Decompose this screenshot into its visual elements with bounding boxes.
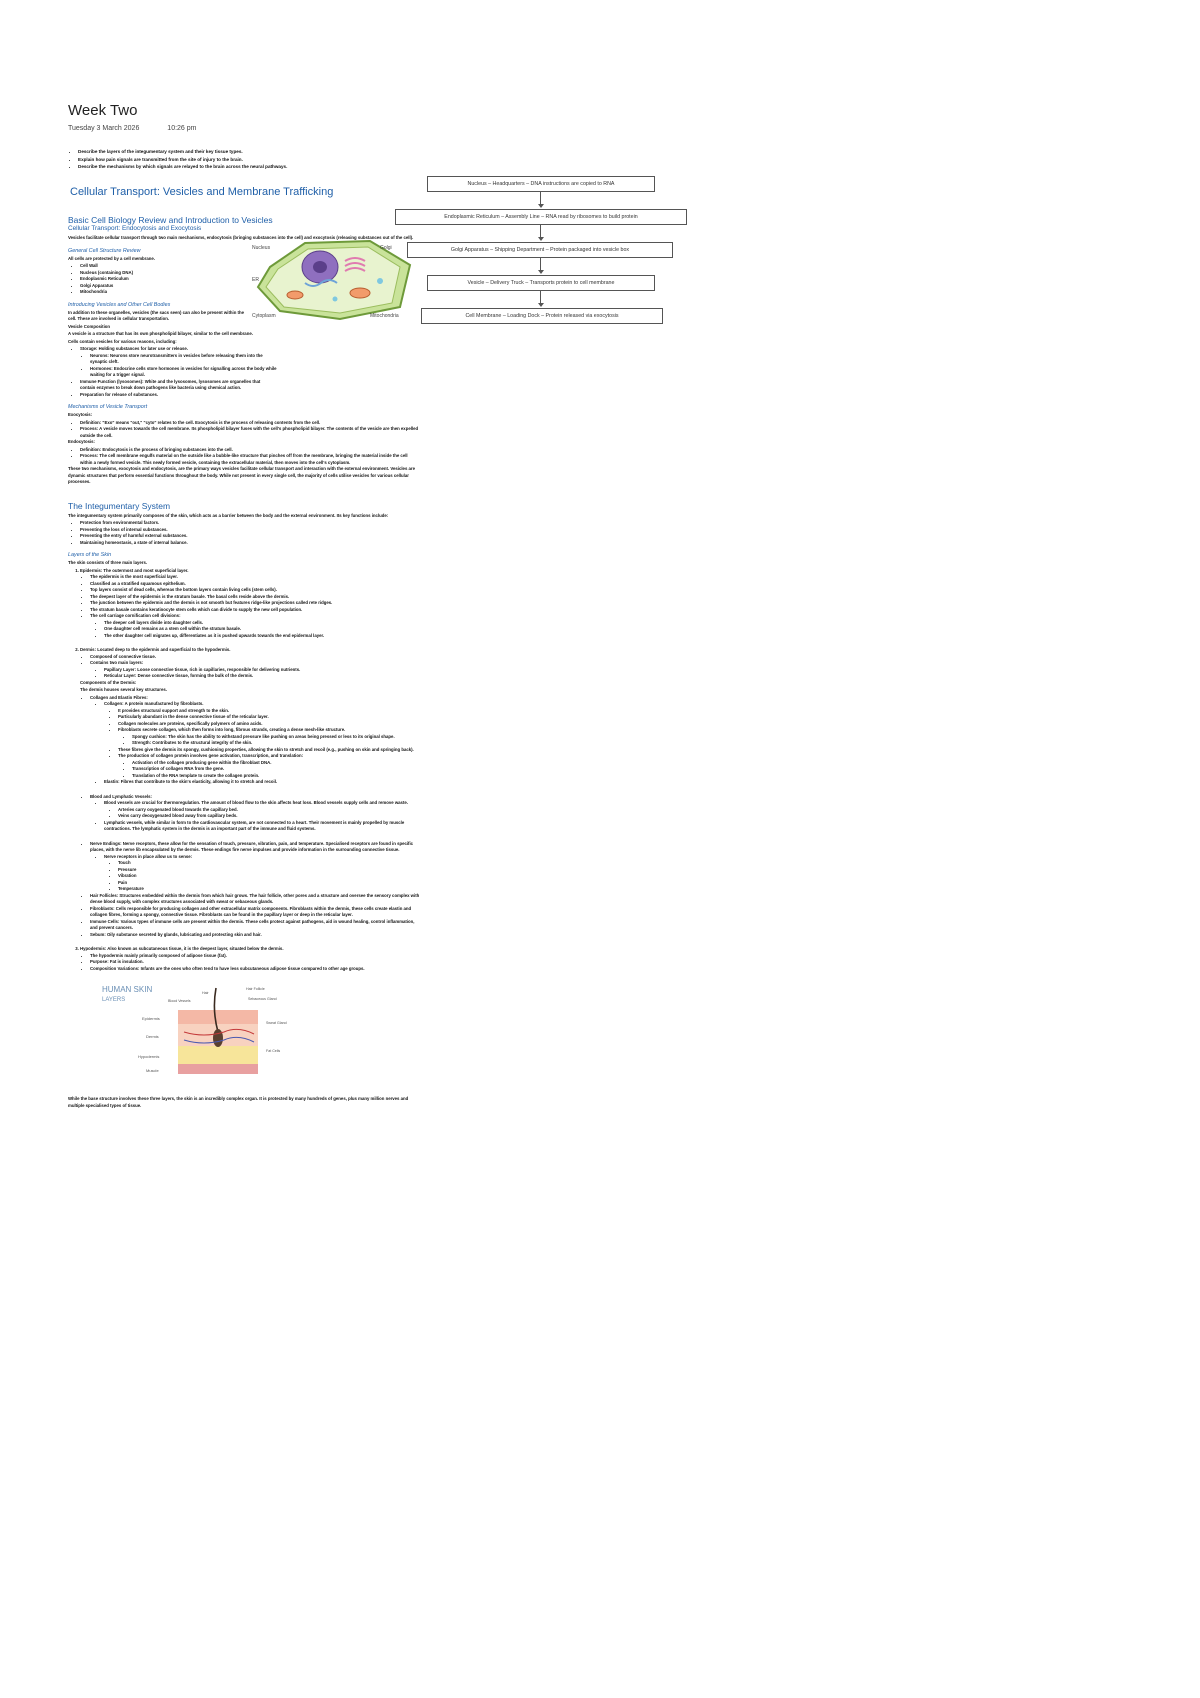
subsection-heading: Basic Cell Biology Review and Introduction to Vesicles xyxy=(68,215,273,225)
list-item: • Preventing the entry of harmful external substances. xyxy=(80,533,420,540)
flow-step-nucleus: Nucleus – Headquarters – DNA instructions are copied to RNA xyxy=(427,176,655,192)
flowchart xyxy=(395,176,685,326)
list-item: • It provides structural support and strength to the skin. xyxy=(118,708,420,715)
list-item: • The other daughter cell migrates up, differentiates as it is pushed upwards towards the end epidermal layer. xyxy=(104,633,420,640)
epidermis-subpoints xyxy=(68,620,420,640)
paragraph: All cells are protected by a cell membrane. xyxy=(68,255,155,261)
skin-label: Dermis xyxy=(146,1034,159,1039)
hypodermis-points xyxy=(68,953,420,973)
diagram-label-er: ER xyxy=(252,276,259,283)
list-item: • Preventing the loss of internal substances. xyxy=(80,527,420,534)
list-item: • Reticular Layer: Dense connective tissue, forming the bulk of the dermis. xyxy=(104,673,420,680)
list-item: • Composition Variations: Infants are the ones who often tend to have less subcutaneous adipose tissue compared to other age groups. xyxy=(90,966,420,973)
minor-heading: Layers of the Skin xyxy=(68,552,112,558)
vesicle-functions-sublist xyxy=(68,353,280,379)
senses-list xyxy=(68,860,420,893)
list-item: • Protection from environmental factors. xyxy=(80,520,420,527)
list-item: • Pressure xyxy=(118,867,420,874)
paragraph: Components of the Dermis: xyxy=(80,679,137,685)
list-item: • Immune Cells: Various types of immune cells are present within the dermis. These cells protect against pathogens, aid in wound healing, control inflammation, and prevent cancers. xyxy=(90,919,420,932)
list-item: • Touch xyxy=(118,860,420,867)
paragraph: The integumentary system primarily composes of the skin, which acts as a barrier between the body and the external environment. Its key functions include: xyxy=(68,512,389,518)
skin-label: Hair xyxy=(202,991,209,995)
list-item: • Golgi Apparatus xyxy=(80,283,420,290)
list-item: • The deepest layer of the epidermis is the stratum basale. The basal cells reside above the dermis. xyxy=(90,594,420,601)
list-item: • Nerve Endings: Nerve receptors, these allow for the sensation of touch, pressure, vibration, pain, and temperature. Specialised receptors are found in specific places, with the nerve lib encapsulated by the dermis. These endings fire nerve impulses and provide information in the surrounding connective tissue. xyxy=(90,841,420,854)
page-meta xyxy=(68,125,222,132)
list-item: • Blood and Lymphatic Vessels: xyxy=(90,794,420,801)
dermis-layers xyxy=(68,667,420,680)
dermis-points xyxy=(68,654,420,667)
list-item: • Blood vessels are crucial for thermoregulation. The amount of blood flow to the skin affects heat loss. Blood vessels supply cells and remove waste. xyxy=(104,800,420,807)
list-item: • Fibroblasts: Cells responsible for producing collagen and other extracellular matrix components. Fibroblasts within the dermis, these cells create elastin and collagen fibres, forming a spongy, connective tissue. Fibroblasts can be found in the papillary layer or deep in the reticular layer. xyxy=(90,906,420,919)
list-item: • Particularly abundant in the dense connective tissue of the reticular layer. xyxy=(118,714,420,721)
objective-item: • Describe the layers of the integumentary system and their key tissue types. xyxy=(78,148,438,156)
list-item: • Veins carry deoxygenated blood away from capillary beds. xyxy=(118,813,420,820)
subsubsection-heading: Cellular Transport: Endocytosis and Exocytosis xyxy=(68,225,202,232)
section-heading: The Integumentary System xyxy=(68,500,171,511)
list-item: • Activation of the collagen producing gene within the fibroblast DNA. xyxy=(132,760,420,767)
list-item: • Endoplasmic Reticulum xyxy=(80,276,420,283)
flow-step-golgi: Golgi Apparatus – Shipping Department – Protein packaged into vesicle box xyxy=(407,242,673,258)
list-item: 3. Hypodermis: Also known as subcutaneous tissue, it is the deepest layer, situated below the dermis. xyxy=(80,946,420,953)
paragraph: Vesicle Composition xyxy=(68,323,111,329)
page-date: Tuesday 3 March 2026 xyxy=(68,125,140,132)
list-item: • Definition: "Exo" means "out," "cyto" relates to the cell. Exocytosis is the process of releasing contents from the cell. xyxy=(80,420,420,427)
list-item: • The hypodermis mainly primarily composed of adipose tissue (fat). xyxy=(90,953,420,960)
list-item: • Mitochondria xyxy=(80,289,420,296)
minor-heading: General Cell Structure Review xyxy=(68,247,141,254)
paragraph: Exocytosis: xyxy=(68,412,93,417)
skin-label: Hypodermis xyxy=(138,1054,160,1059)
paragraph: While the base structure involves these three layers, the skin is an incredibly complex organ. It is protected by many hundreds of genes, plus many million nerves and multiple specialised types of tissue. xyxy=(68,1096,409,1108)
list-item: • Process: The cell membrane engulfs material on the outside like a bubble-like structure that pinches off from the membrane, bringing the material inside the cell within a newly formed vesicle. This newly formed vesicle, containing the extracellular material, then moves into the cell's cytoplasm. xyxy=(80,453,420,466)
section-heading: Cellular Transport: Vesicles and Membrane Trafficking xyxy=(70,186,334,198)
page-time: 10:26 pm xyxy=(167,125,197,132)
list-item: • The production of collagen protein involves gene activation, transcription, and translation: xyxy=(118,753,420,760)
endocytosis-list xyxy=(68,447,420,467)
list-item: • Preparation for release of substances. xyxy=(80,392,270,399)
paragraph: Vesicles facilitate cellular transport through two main mechanisms, endocytosis (bringing substances into the cell) and exocytosis (releasing substances out of the cell). xyxy=(68,235,414,240)
list-item: • Process: A vesicle moves towards the cell membrane. Its phospholipid bilayer fuses with the cell's phospholipid bilayer. The contents of the vesicle are then expelled outside the cell. xyxy=(80,426,420,439)
list-item: • Hair Follicles: Structures embedded within the dermis from which hair grows. The hair follicle, other pores and a structure and oversee the sensory complex with dense blood supply, with complex structures associated with sweat or sebaceous glands. xyxy=(90,893,420,906)
list-item: • Sebum: Oily substance secreted by glands, lubricating and protecting skin and hair. xyxy=(90,932,420,939)
vessels-sub xyxy=(68,807,420,820)
list-item: • Classified as a stratified squamous epithelium. xyxy=(90,581,420,588)
skin-label: Muscle xyxy=(146,1068,159,1073)
objective-item: • Describe the mechanisms by which signals are relayed to the brain across the neural pathways. xyxy=(78,163,438,171)
skin-label: Fat Cells xyxy=(266,1049,281,1053)
diagram-label-nucleus: Nucleus xyxy=(252,244,271,251)
list-item: • Cell Wall xyxy=(80,263,420,270)
collagen-sub xyxy=(68,760,420,780)
dermis-components xyxy=(68,841,420,854)
minor-heading: Mechanisms of Vesicle Transport xyxy=(68,404,148,410)
flow-step-vesicle: Vesicle – Delivery Truck – Transports protein to cell membrane xyxy=(427,275,655,291)
skin-label: Blood Vessels xyxy=(168,999,191,1003)
objective-item: • Explain how pain signals are transmitted from the site of injury to the brain. xyxy=(78,156,438,164)
list-item: • Strength: Contributes to the structural integrity of the skin. xyxy=(132,740,420,747)
list-item: • Lymphatic vessels, while similar in form to the cardiovascular system, are not connected to a heart. Their movement is mainly propelled by muscle contractions. The lymphatic system in the dermis is an important part of the immune and fluid systems. xyxy=(104,820,420,833)
list-item: • Papillary Layer: Loose connective tissue, rich in capillaries, responsible for delivering nutrients. xyxy=(104,667,420,674)
list-item: • Fibroblasts secrete collagen, which then forms into long, fibrous strands, creating a dense mesh-like structure. xyxy=(118,727,420,734)
list-item: • Neurons: Neurons store neurotransmitters in vesicles before releasing them into the synaptic cleft. xyxy=(90,353,280,366)
list-item: • Maintaining homeostasis, a state of internal balance. xyxy=(80,540,420,547)
list-item: • These fibres give the dermis its spongy, cushioning properties, allowing the skin to stretch and recoil (e.g., pushing on skin and springing back). xyxy=(118,747,420,754)
diagram-label-cytoplasm: Cytoplasm xyxy=(252,312,276,319)
mitochondria-shape xyxy=(350,288,370,298)
list-item: • One daughter cell remains as a stem cell within the stratum basale. xyxy=(104,626,420,633)
objectives-list xyxy=(68,148,438,171)
paragraph: These two mechanisms, exocytosis and endocytosis, are the primary ways vesicles facilitate cellular transport and interaction with the external environment. Vesicles are dynamic structures that perform essential functions throughout the body. While not present in every single cell, the majority of cells utilise vesicles for various cellular processes. xyxy=(68,466,415,484)
paragraph: Endocytosis: xyxy=(68,439,95,444)
list-item: • Vibration xyxy=(118,873,420,880)
list-item: • Collagen molecules are proteins, specifically polymers of amino acids. xyxy=(118,721,420,728)
list-item: • Collagen: A protein manufactured by fibroblasts. xyxy=(104,701,420,708)
list-item: • The deeper cell layers divide into daughter cells. xyxy=(104,620,420,627)
list-item: • Top layers consist of dead cells, whereas the bottom layers contain living cells (stem cells). xyxy=(90,587,420,594)
list-item: • Transcription of collagen RNA from the gene. xyxy=(132,766,420,773)
list-item: • Elastin: Fibres that contribute to the skin's elasticity, allowing it to stretch and recoil. xyxy=(104,779,420,786)
paragraph: The skin consists of three main layers. xyxy=(68,560,148,565)
paragraph: A vesicle is a structure that has its own phospholipid bilayer, similar to the cell membrane. xyxy=(68,331,253,336)
flow-step-membrane: Cell Membrane – Loading Dock – Protein released via exocytosis xyxy=(421,308,663,324)
list-item: • Arteries carry oxygenated blood towards the capillary bed. xyxy=(118,807,420,814)
list-item: • Storage: Holding substances for later use or release. xyxy=(80,346,420,353)
diagram-label-mitochondria: Mitochondria xyxy=(370,312,399,319)
list-item: • Translation of the RNA template to create the collagen protein. xyxy=(132,773,420,780)
list-item: • The epidermis is the most superficial layer. xyxy=(90,574,420,581)
list-item: • Hormones: Endocrine cells store hormones in vesicles for signalling across the body while waiting for a trigger signal. xyxy=(90,366,280,379)
flow-step-er: Endoplasmic Reticulum – Assembly Line – RNA read by ribosomes to build protein xyxy=(395,209,687,225)
skin-label: Epidermis xyxy=(142,1016,160,1021)
list-item: • The cell carriage cornification cell divisions: xyxy=(90,613,420,620)
skin-diagram-subtitle: LAYERS xyxy=(102,997,126,1003)
list-item: • Definition: Endocytosis is the process of bringing substances into the cell. xyxy=(80,447,420,454)
vessels-list xyxy=(68,820,420,833)
list-item: 1. Epidermis: The outermost and most superficial layer. xyxy=(80,568,420,575)
page-title: Week Two xyxy=(68,102,138,119)
list-item: 2. Dermis: Located deep to the epidermis and superficial to the hypodermis. xyxy=(80,647,420,654)
skin-label: Hair Follicle xyxy=(246,987,265,991)
skin-label: Sebaceous Gland xyxy=(248,997,277,1001)
collagen-points xyxy=(68,708,420,734)
collagen-points xyxy=(68,747,420,760)
epidermis-points xyxy=(68,574,420,620)
paragraph: Cells contain vesicles for various reasons, including: xyxy=(68,338,177,344)
list-item: • The stratum basale contains keratinocyte stem cells which can divide to supply the new cell population. xyxy=(90,607,420,614)
list-item: • Spongy cushion: The skin has the ability to withstand pressure like pushing on areas being pressed or less to its original shape. xyxy=(132,734,420,741)
list-item: • The junction between the epidermis and the dermis is not smooth but features ridge-like projections called rete ridges. xyxy=(90,600,420,607)
paragraph: In addition to these organelles, vesicles (the sacs seen) can also be present within the cell. These are involved in cellular transportation. xyxy=(68,309,244,321)
list-item: • Composed of connective tissue. xyxy=(90,654,420,661)
list-item: • Purpose: Fat is insulation. xyxy=(90,959,420,966)
diagram-label-golgi: Golgi xyxy=(380,244,392,251)
list-item: • Pain xyxy=(118,880,420,887)
list-item: • Immune Function (lysosomes): White and the lysosomes, lysosomes are organelles that contain enzymes to break down pathogens like bacteria using chemical action. xyxy=(80,379,270,392)
skin-functions-list xyxy=(68,520,420,546)
paragraph: The dermis houses several key structures. xyxy=(80,687,167,692)
list-item: • Nucleus (containing DNA) xyxy=(80,270,420,277)
minor-heading: Introducing Vesicles and Other Cell Bodies xyxy=(68,301,171,308)
list-item: • Contains two main layers: xyxy=(90,660,420,667)
list-item: • Temperature xyxy=(118,886,420,893)
exocytosis-list xyxy=(68,420,420,440)
skin-diagram-title: HUMAN SKIN xyxy=(102,985,153,994)
vesicle-functions-list xyxy=(68,379,270,399)
collagen-sub xyxy=(68,734,420,747)
vessels-list xyxy=(68,800,420,807)
list-item: • Collagen and Elastin Fibres: xyxy=(90,695,420,702)
list-item: • Nerve receptors in place allow us to sense: xyxy=(104,854,420,861)
notes-column xyxy=(68,186,420,1110)
skin-diagram xyxy=(98,980,318,1090)
dermis-components xyxy=(68,893,420,939)
skin-label: Sweat Gland xyxy=(266,1021,287,1025)
